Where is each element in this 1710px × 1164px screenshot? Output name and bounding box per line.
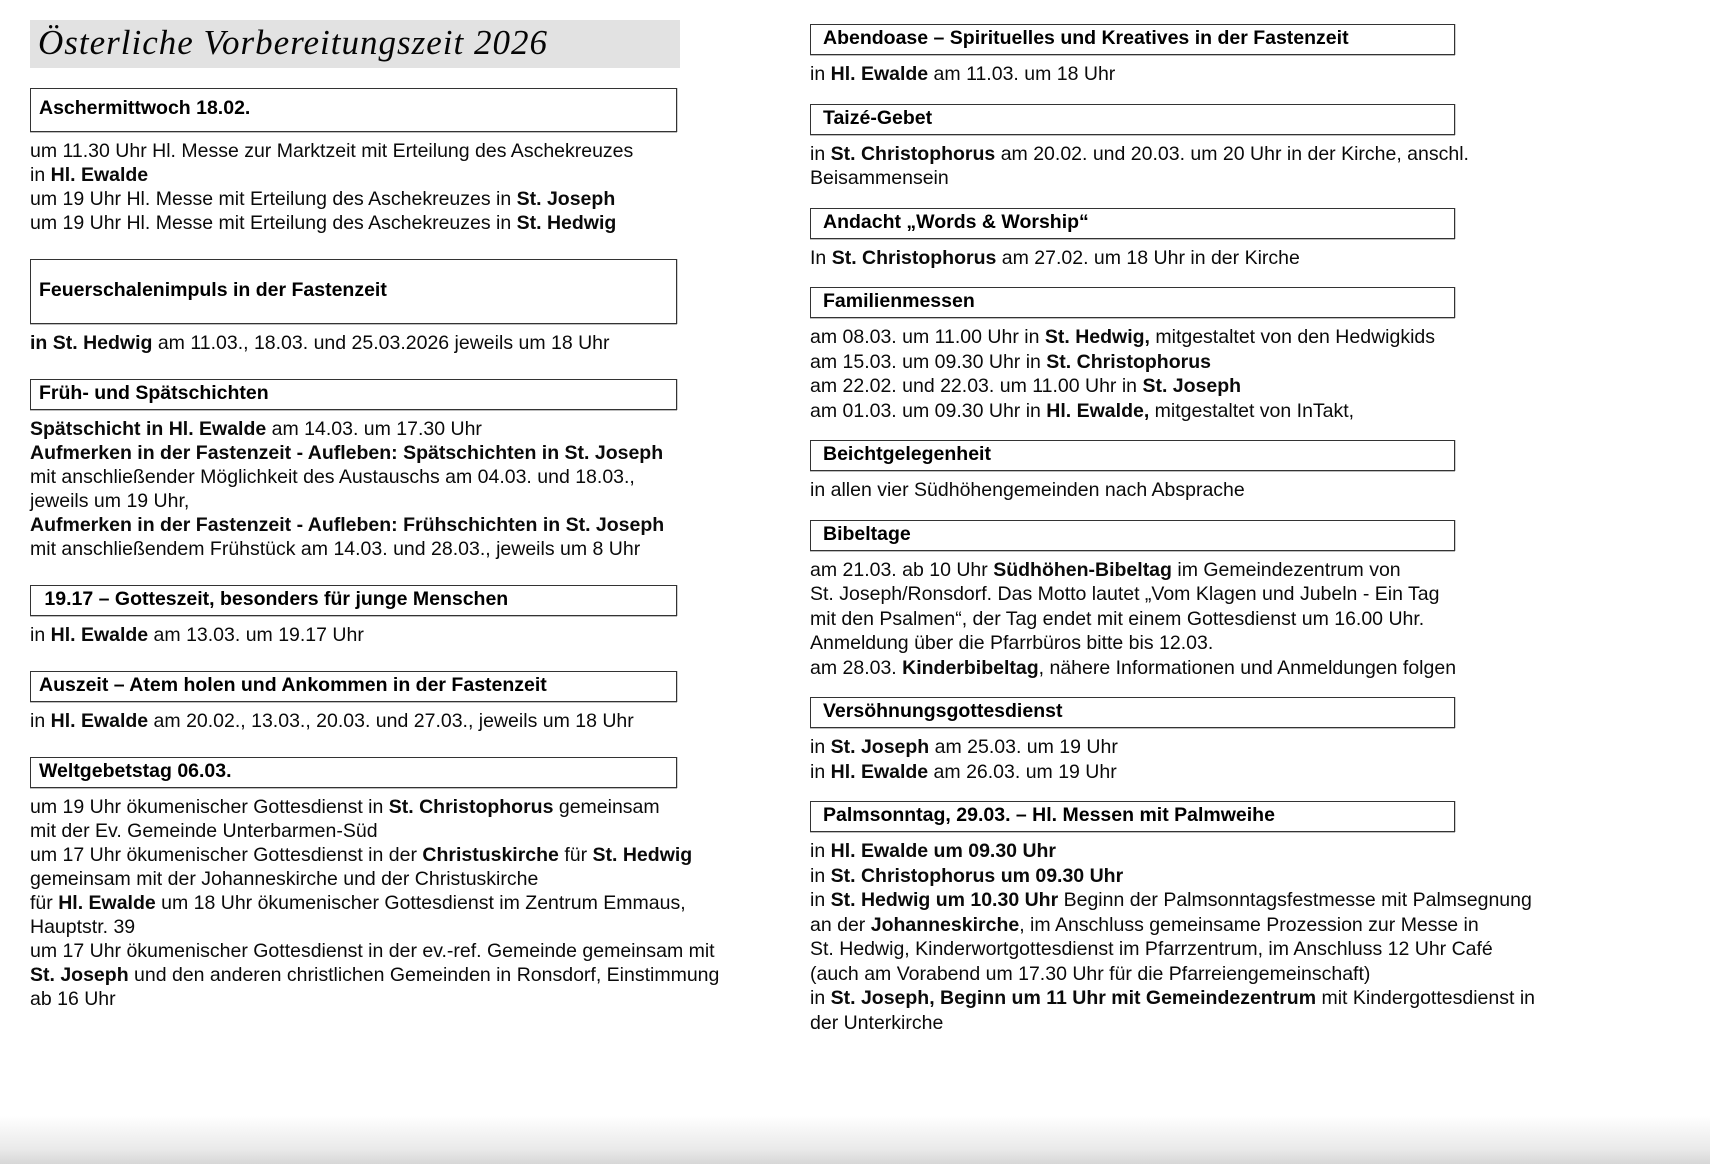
- text-line: [30, 915, 805, 939]
- text-line: [810, 913, 1705, 938]
- text-line: [30, 795, 805, 819]
- text-line: [810, 888, 1705, 913]
- text-line: [30, 441, 805, 465]
- section-heading-box: [810, 520, 1455, 551]
- text-segment: am 28.03.: [810, 656, 903, 679]
- text-line: [30, 537, 805, 561]
- section-body: [810, 735, 1705, 784]
- text-segment: am 14.03. um 17.30 Uhr: [266, 418, 482, 440]
- text-line: [810, 735, 1705, 760]
- text-line: [810, 631, 1705, 656]
- text-segment: im Gemeindezentrum von: [1171, 558, 1401, 581]
- section-body: [810, 478, 1705, 503]
- text-segment: in: [30, 624, 51, 646]
- text-segment: , im Anschluss gemeinsame Prozession zur Messe in: [1019, 913, 1479, 936]
- text-segment: um 19 Uhr ökumenischer Gottesdienst in: [30, 796, 389, 818]
- text-line: [810, 350, 1705, 375]
- text-line: [30, 939, 805, 963]
- text-segment: In: [810, 246, 832, 269]
- text-segment: Hl. Ewalde: [830, 760, 929, 783]
- text-segment: St. Christophorus: [831, 246, 997, 269]
- text-segment: an der: [810, 913, 871, 936]
- section: [810, 520, 1705, 681]
- text-segment: in allen vier Südhöhengemeinden nach Absprache: [810, 479, 1245, 501]
- section: [30, 671, 805, 733]
- text-segment: am 26.03. um 19 Uhr: [928, 760, 1117, 783]
- section-heading: Bibeltage: [823, 522, 911, 545]
- text-segment: St. Hedwig um 10.30 Uhr: [830, 889, 1059, 911]
- section-heading: Familienmessen: [823, 290, 975, 312]
- section: [810, 440, 1705, 503]
- section-heading: Abendoase – Spirituelles und Kreatives in der Fastenzeit: [823, 27, 1349, 49]
- text-line: [810, 374, 1705, 399]
- section-heading-box: [810, 24, 1455, 55]
- text-line: [30, 819, 805, 843]
- section-body: [30, 623, 805, 647]
- text-segment: am 11.03. um 18 Uhr: [928, 63, 1116, 85]
- text-segment: am 11.03., 18.03. und 25.03.2026 jeweils um 18 Uhr: [152, 332, 610, 354]
- text-segment: St. Hedwig: [592, 844, 693, 866]
- text-line: [810, 1011, 1705, 1036]
- text-line: [810, 839, 1705, 864]
- text-segment: am 08.03. um 11.00 Uhr in: [810, 326, 1045, 348]
- text-segment: um 18 Uhr ökumenischer Gottesdienst im Zentrum Emmaus,: [155, 892, 686, 914]
- text-segment: St. Hedwig,: [1044, 326, 1150, 348]
- text-segment: St. Hedwig: [516, 212, 617, 234]
- page-bottom-shade: [0, 1116, 1710, 1164]
- text-segment: St. Christophorus um 09.30 Uhr: [830, 864, 1124, 887]
- text-line: [30, 211, 805, 235]
- text-segment: St. Christophorus: [1046, 350, 1211, 373]
- text-segment: in: [810, 889, 831, 911]
- text-line: [810, 62, 1705, 87]
- text-segment: Anmeldung über die Pfarrbüros bitte bis 12.03.: [810, 632, 1214, 654]
- text-segment: für: [30, 892, 59, 914]
- text-line: [810, 937, 1705, 962]
- text-line: [30, 465, 805, 489]
- text-segment: Hl. Ewalde um 09.30 Uhr: [830, 840, 1057, 862]
- section: [810, 287, 1705, 423]
- page-title-bar: [30, 20, 680, 68]
- text-line: [810, 986, 1705, 1011]
- text-segment: Hl. Ewalde: [50, 624, 149, 646]
- text-segment: am 01.03. um 09.30 Uhr in: [810, 399, 1047, 422]
- text-segment: Aufmerken in der Fastenzeit - Aufleben: Spätschichten in St. Joseph: [30, 442, 664, 464]
- text-segment: gemeinsam mit der Johanneskirche und der Christuskirche: [30, 868, 539, 890]
- section-heading-box: [810, 697, 1455, 728]
- section: [30, 585, 805, 647]
- text-segment: Spätschicht in Hl. Ewalde: [30, 418, 267, 440]
- text-line: [810, 478, 1705, 503]
- section-body: [810, 325, 1705, 423]
- section: [30, 88, 805, 235]
- column-left-sections: [30, 88, 805, 1011]
- text-segment: Südhöhen-Bibeltag: [993, 558, 1172, 581]
- text-segment: St. Joseph, Beginn um 11 Uhr mit Gemeindezentrum: [830, 987, 1317, 1009]
- section-body: [810, 142, 1705, 191]
- section-heading-box: [810, 440, 1455, 471]
- text-line: [30, 987, 805, 1011]
- text-line: [810, 760, 1705, 785]
- section-body: [30, 139, 805, 235]
- text-segment: für: [558, 844, 593, 866]
- section-heading: Beichtgelegenheit: [823, 443, 991, 465]
- section-heading-box: [810, 801, 1455, 832]
- section-heading: Andacht „Words & Worship“: [823, 210, 1089, 233]
- column-left: [30, 20, 805, 1035]
- section-heading: Feuerschalenimpuls in der Fastenzeit: [39, 279, 387, 301]
- text-segment: St. Christophorus: [388, 796, 554, 818]
- text-segment: um 19 Uhr Hl. Messe mit Erteilung des Aschekreuzes in: [30, 188, 517, 210]
- section-heading: Auszeit – Atem holen und Ankommen in der Fastenzeit: [39, 674, 547, 696]
- section: [810, 697, 1705, 784]
- text-line: [30, 489, 805, 513]
- text-segment: am 25.03. um 19 Uhr: [929, 736, 1118, 758]
- text-line: [810, 142, 1705, 167]
- text-line: [30, 139, 805, 163]
- section-heading-box: [30, 757, 677, 788]
- text-segment: St. Joseph: [516, 188, 616, 210]
- section-heading-box: [810, 287, 1455, 318]
- text-line: [810, 582, 1705, 607]
- text-segment: am 13.03. um 19.17 Uhr: [148, 624, 364, 646]
- text-segment: in: [810, 760, 831, 783]
- text-line: [810, 325, 1705, 350]
- text-segment: mitgestaltet von InTakt,: [1149, 399, 1355, 422]
- section-heading: Taizé-Gebet: [823, 106, 933, 129]
- text-line: [810, 246, 1705, 271]
- section-body: [810, 62, 1705, 87]
- section-body: [30, 417, 805, 561]
- text-segment: Hl. Ewalde: [58, 892, 156, 914]
- text-line: [30, 867, 805, 891]
- column-right: [810, 24, 1705, 1052]
- text-segment: am 15.03. um 09.30 Uhr in: [810, 350, 1047, 373]
- section-heading: Palmsonntag, 29.03. – Hl. Messen mit Palmweihe: [823, 804, 1275, 826]
- section-heading-box: [810, 208, 1455, 239]
- text-segment: am 20.02. und 20.03. um 20 Uhr in der Kirche, anschl.: [995, 142, 1469, 165]
- text-line: [810, 962, 1705, 987]
- text-line: [810, 656, 1705, 681]
- section: [810, 104, 1705, 191]
- section-heading: Weltgebetstag 06.03.: [39, 760, 232, 782]
- text-segment: Beisammensein: [810, 167, 949, 189]
- text-segment: mit Kindergottesdienst in: [1316, 987, 1535, 1009]
- section-body: [810, 558, 1705, 681]
- text-segment: St. Joseph: [30, 964, 129, 986]
- section-body: [30, 709, 805, 733]
- text-segment: in: [810, 987, 831, 1009]
- section-heading-box: [30, 671, 677, 702]
- text-segment: mit anschließender Möglichkeit des Austauschs am 04.03. und 18.03.,: [30, 466, 635, 488]
- section: [30, 259, 805, 355]
- section-body: [810, 246, 1705, 271]
- text-segment: um 17 Uhr ökumenischer Gottesdienst in der ev.-ref. Gemeinde gemeinsam mit: [30, 940, 715, 962]
- text-segment: in: [810, 142, 831, 165]
- text-segment: Hauptstr. 39: [30, 916, 136, 938]
- section-heading: Aschermittwoch 18.02.: [39, 97, 251, 119]
- text-line: [810, 607, 1705, 632]
- section-body: [30, 331, 805, 355]
- section-heading-box: [30, 88, 677, 132]
- text-segment: jeweils um 19 Uhr,: [30, 490, 190, 512]
- section-body: [810, 839, 1705, 1035]
- text-segment: und den anderen christlichen Gemeinden in Ronsdorf, Einstimmung: [128, 964, 720, 986]
- text-segment: St. Joseph: [830, 736, 930, 758]
- section-heading-box: [30, 259, 677, 324]
- column-right-sections: [810, 24, 1705, 1035]
- section: [810, 801, 1705, 1035]
- section: [810, 24, 1705, 87]
- text-segment: am 20.02., 13.03., 20.03. und 27.03., jeweils um 18 Uhr: [148, 710, 634, 732]
- text-segment: in: [810, 864, 831, 887]
- text-line: [810, 864, 1705, 889]
- text-line: [810, 166, 1705, 191]
- section: [810, 208, 1705, 271]
- text-segment: mitgestaltet von den Hedwigkids: [1149, 326, 1436, 348]
- text-segment: Beginn der Palmsonntagsfestmesse mit Palmsegnung: [1058, 889, 1532, 911]
- section-heading: 19.17 – Gotteszeit, besonders für junge Menschen: [39, 588, 509, 610]
- page-title: Österliche Vorbereitungszeit 2026: [38, 23, 548, 62]
- text-line: [810, 399, 1705, 424]
- text-line: [810, 558, 1705, 583]
- text-segment: gemeinsam: [553, 796, 660, 818]
- section-heading-box: [30, 585, 677, 616]
- text-segment: mit der Ev. Gemeinde Unterbarmen-Süd: [30, 820, 378, 842]
- text-line: [30, 163, 805, 187]
- text-segment: am 27.02. um 18 Uhr in der Kirche: [996, 246, 1300, 269]
- section-body: [30, 795, 805, 1011]
- text-line: [30, 891, 805, 915]
- text-line: [30, 709, 805, 733]
- text-line: [30, 963, 805, 987]
- text-segment: Hl. Ewalde: [50, 164, 149, 186]
- text-segment: in: [30, 710, 51, 732]
- text-segment: Aufmerken in der Fastenzeit - Aufleben: Frühschichten in St. Joseph: [30, 514, 665, 536]
- text-segment: um 19 Uhr Hl. Messe mit Erteilung des Aschekreuzes in: [30, 212, 517, 234]
- text-segment: in: [30, 164, 51, 186]
- section: [30, 757, 805, 1011]
- text-segment: in: [810, 63, 831, 85]
- text-segment: der Unterkirche: [810, 1011, 944, 1034]
- text-segment: Hl. Ewalde: [830, 63, 929, 85]
- text-segment: St. Hedwig, Kinderwortgottesdienst im Pfarrzentrum, im Anschluss 12 Uhr Café: [810, 938, 1493, 960]
- text-segment: in: [810, 840, 831, 862]
- text-line: [30, 513, 805, 537]
- section: [30, 379, 805, 561]
- text-segment: , nähere Informationen und Anmeldungen folgen: [1038, 656, 1457, 679]
- text-segment: Christuskirche: [422, 844, 559, 866]
- text-line: [30, 187, 805, 211]
- text-segment: Johanneskirche: [870, 913, 1020, 936]
- section-heading-box: [810, 104, 1455, 135]
- text-segment: Kinderbibeltag: [902, 656, 1039, 679]
- text-segment: mit den Psalmen“, der Tag endet mit einem Gottesdienst um 16.00 Uhr.: [810, 607, 1425, 630]
- text-segment: in St. Hedwig: [30, 332, 153, 354]
- text-line: [30, 417, 805, 441]
- text-segment: (auch am Vorabend um 17.30 Uhr für die Pfarreiengemeinschaft): [810, 962, 1371, 985]
- text-segment: am 21.03. ab 10 Uhr: [810, 558, 994, 581]
- text-segment: Hl. Ewalde,: [1046, 399, 1150, 422]
- text-segment: Hl. Ewalde: [50, 710, 149, 732]
- text-line: [30, 331, 805, 355]
- section-heading: Früh- und Spätschichten: [39, 382, 269, 404]
- text-segment: mit anschließendem Frühstück am 14.03. und 28.03., jeweils um 8 Uhr: [30, 538, 641, 560]
- section-heading: Versöhnungsgottesdienst: [823, 700, 1063, 722]
- text-line: [30, 843, 805, 867]
- text-segment: um 17 Uhr ökumenischer Gottesdienst in der: [30, 844, 423, 866]
- text-segment: St. Joseph: [1142, 375, 1242, 397]
- text-segment: ab 16 Uhr: [30, 988, 116, 1010]
- text-segment: St. Christophorus: [830, 142, 996, 165]
- text-segment: um 11.30 Uhr Hl. Messe zur Marktzeit mit Erteilung des Aschekreuzes: [30, 140, 634, 162]
- text-segment: am 22.02. und 22.03. um 11.00 Uhr in: [810, 375, 1143, 397]
- section-heading-box: [30, 379, 677, 410]
- text-segment: in: [810, 736, 831, 758]
- text-line: [30, 623, 805, 647]
- text-segment: St. Joseph/Ronsdorf. Das Motto lautet „Vom Klagen und Jubeln - Ein Tag: [810, 583, 1440, 605]
